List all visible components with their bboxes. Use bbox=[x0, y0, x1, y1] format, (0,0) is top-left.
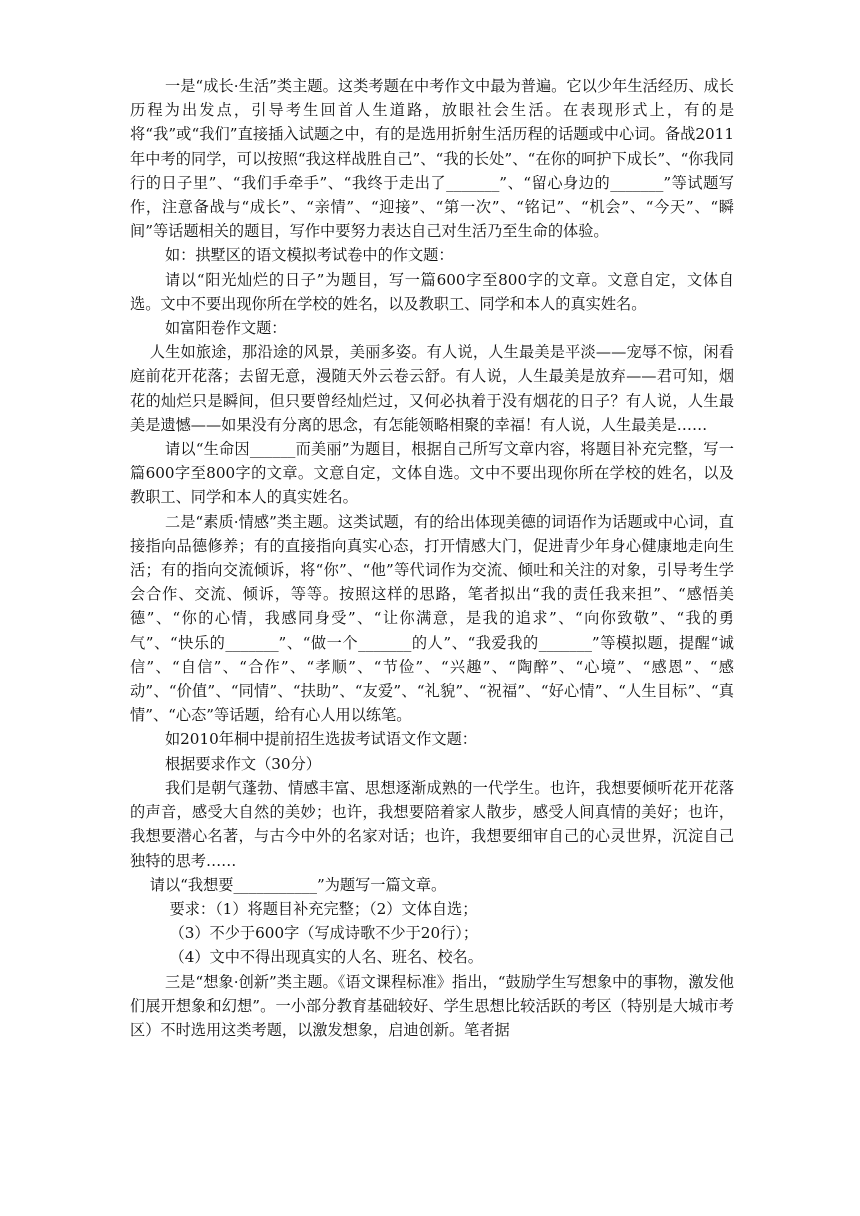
paragraph-tongzhong-prompt: 请以“我想要___________”为题写一篇文章。 bbox=[149, 875, 447, 894]
paragraph-imagination-innovation-theme: 三是“想象·创新”类主题。《语文课程标准》指出，“鼓励学生写想象中的事物，激发他们展开想象和幻想”。一小部分教育基础较好、学生思想比较活跃的考区（特别是大城市考区）不时选用这类考题，以激发想象，启迪创新。笔者据 bbox=[130, 972, 734, 1039]
document-body bbox=[130, 74, 734, 1042]
paragraph-gongshu-example-intro: 如：拱墅区的语文模拟考试卷中的作文题： bbox=[164, 246, 454, 265]
paragraph-growth-life-theme: 一是“成长·生活”类主题。这类考题在中考作文中最为普遍。它以少年生活经历、成长历程为出发点，引导考生回首人生道路，放眼社会生活。在表现形式上，有的是将“我”或“我们”直接插入试题之中，有的是选用折射生活历程的话题或中心词。备战2011年中考的同学，可以按照“我这样战胜自己”、“我的长处”、“在你的呵护下成长”、“你我同行的日子里”、“我们手牵手”、“我终于走出了_______”、“留心身边的_______”等试题写作，注意备战与“成长”、“亲情”、“迎接”、“第一次”、“铭记”、“机会”、“今天”、“瞬间”等话题相关的题目，写作中要努力表达自己对生活乃至生命的体验。 bbox=[130, 77, 734, 241]
paragraph-requirement-4: （4）文中不得出现真实的人名、班名、校名。 bbox=[169, 948, 483, 967]
paragraph-requirement-1-2: 要求：（1）将题目补充完整；（2）文体自选； bbox=[169, 899, 478, 918]
paragraph-gongshu-prompt: 请以“阳光灿烂的日子”为题目，写一篇600字至800字的文章。文意自定，文体自选。文中不要出现你所在学校的姓名，以及教职工、同学和本人的真实姓名。 bbox=[130, 270, 734, 313]
paragraph-quality-emotion-theme: 二是“素质·情感”类主题。这类试题，有的给出体现美德的词语作为话题或中心词，直接指向品德修养；有的直接指向真实心态，打开情感大门，促进青少年身心健康地走向生活；有的指向交流倾诉，将“你”、“他”等代词作为交流、倾吐和关注的对象，引导考生学会合作、交流、倾诉，等等。按照这样的思路，笔者拟出“我的责任我来担”、“感悟美德”、“你的心情，我感同身受”、“让你满意，是我的追求”、“向你致敬”、“我的勇气”、“快乐的_______”、“做一个_______的人”、“我爱我的_______”等模拟题，提醒“诚信”、“自信”、“合作”、“孝顺”、“节俭”、“兴趣”、“陶醉”、“心境”、“感恩”、“感动”、“价值”、“同情”、“扶助”、“友爱”、“礼貌”、“祝福”、“好心情”、“人生目标”、“真情”、“心态”等话题，给有心人用以练笔。 bbox=[130, 512, 734, 725]
paragraph-tongzhong-heading: 根据要求作文（30分） bbox=[164, 754, 321, 773]
paragraph-tongzhong-example-intro: 如2010年桐中提前招生选拔考试语文作文题： bbox=[164, 730, 477, 749]
paragraph-tongzhong-material: 我们是朝气蓬勃、情感丰富、思想逐渐成熟的一代学生。也许，我想要倾听花开花落的声音，感受大自然的美妙；也许，我想要陪着家人散步，感受人间真情的美好；也许，我想要潜心名著，与古今中外的名家对话；也许，我想要细审自己的心灵世界，沉淀自己独特的思考…… bbox=[130, 778, 734, 870]
paragraph-fuyang-prompt: 请以“生命因______而美丽”为题目，根据自己所写文章内容，将题目补充完整，写一篇600字至800字的文章。文意自定，文体自选。文中不要出现你所在学校的姓名，以及教职工、同学和本人的真实姓名。 bbox=[130, 440, 734, 507]
paragraph-fuyang-material: 人生如旅途，那沿途的风景，美丽多姿。有人说，人生最美是平淡——宠辱不惊，闲看庭前花开花落；去留无意，漫随天外云卷云舒。有人说，人生最美是放弃——君可知，烟花的灿烂只是瞬间，但只要曾经灿烂过，又何必执着于没有烟花的日子？有人说，人生最美是遗憾——如果没有分离的思念，有怎能领略相聚的幸福！有人说，人生最美是…… bbox=[130, 343, 734, 434]
paragraph-fuyang-example-intro: 如富阳卷作文题： bbox=[164, 319, 287, 338]
paragraph-requirement-3: （3）不少于600字（写成诗歌不少于20行）； bbox=[169, 924, 479, 943]
